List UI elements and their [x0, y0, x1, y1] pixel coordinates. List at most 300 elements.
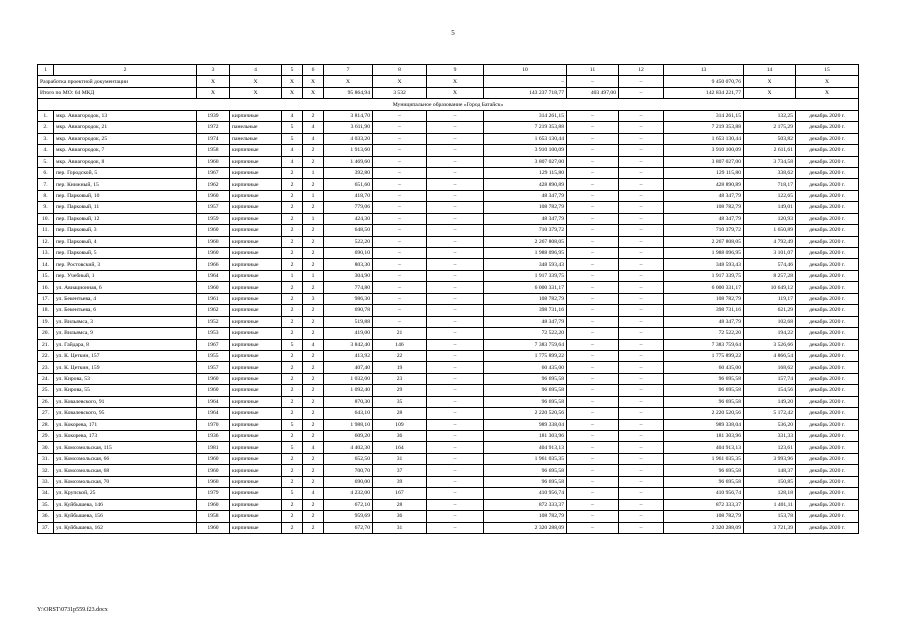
table-cell: 2	[303, 248, 324, 259]
table-cell: 3 807 027,00	[484, 156, 567, 167]
table-cell: –	[373, 202, 427, 213]
table-cell: 419,00	[324, 328, 373, 339]
table-cell: 2	[282, 511, 303, 522]
table-cell: 60 435,00	[484, 362, 567, 373]
table-cell: 2	[282, 248, 303, 259]
table-cell: кирпичные	[230, 190, 282, 201]
table-cell: 424,30	[324, 213, 373, 224]
table-cell: 39	[373, 476, 427, 487]
column-number-cell: 13	[664, 65, 744, 76]
table-cell: 2	[303, 419, 324, 430]
table-cell: декабрь 2020 г.	[796, 270, 859, 281]
table-cell: 1960	[197, 282, 230, 293]
table-cell: –	[373, 293, 427, 304]
table-cell: пер. Книжный, 15	[54, 179, 197, 190]
table-cell: ул. Куйбышева, 146	[54, 499, 197, 510]
table-cell: 28	[373, 408, 427, 419]
table-cell: 35.	[38, 499, 54, 510]
table-cell: декабрь 2020 г.	[796, 179, 859, 190]
table-cell: ул. Куйбышева, 162	[54, 522, 197, 533]
table-cell: 1 650,89	[744, 225, 796, 236]
table-cell: 1 401,11	[744, 499, 796, 510]
table-cell: 648,50	[324, 225, 373, 236]
table-cell: ул. Крупской, 25	[54, 488, 197, 499]
table-row	[38, 419, 859, 430]
table-cell: 418,70	[324, 190, 373, 201]
table-cell: 3 101,07	[744, 248, 796, 259]
table-cell: 48 347,79	[484, 316, 567, 327]
table-cell: 168,62	[744, 362, 796, 373]
table-cell: декабрь 2020 г.	[796, 236, 859, 247]
table-cell: 1960	[197, 385, 230, 396]
table-cell: –	[619, 76, 664, 87]
table-cell: X	[796, 87, 859, 98]
table-cell: –	[567, 282, 619, 293]
table-cell: 314 261,15	[484, 110, 567, 121]
table-cell: –	[567, 350, 619, 361]
column-number-cell: 6	[303, 65, 324, 76]
table-cell: 22.	[38, 350, 54, 361]
table-cell: –	[619, 248, 664, 259]
table-cell: 3 814,70	[324, 110, 373, 121]
table-cell: 1964	[197, 270, 230, 281]
table-cell: –	[619, 213, 664, 224]
table-cell: –	[567, 396, 619, 407]
table-cell: –	[567, 248, 619, 259]
table-cell: 7.	[38, 179, 54, 190]
table-cell: –	[373, 236, 427, 247]
table-cell: –	[567, 465, 619, 476]
table-cell: –	[567, 202, 619, 213]
table-cell: 2	[303, 156, 324, 167]
table-cell: 122,65	[744, 190, 796, 201]
table-cell: 29.	[38, 431, 54, 442]
table-cell: 2.	[38, 122, 54, 133]
table-cell: кирпичные	[230, 488, 282, 499]
table-cell: 3 526,66	[744, 339, 796, 350]
column-number-cell: 7	[324, 65, 373, 76]
table-cell: 36	[373, 511, 427, 522]
table-cell: –	[619, 145, 664, 156]
table-cell: 120,93	[744, 213, 796, 224]
table-cell: ул. Комсомольская, 68	[54, 465, 197, 476]
table-cell: X	[230, 76, 282, 87]
table-cell: 1.	[38, 110, 54, 121]
table-cell: кирпичные	[230, 110, 282, 121]
table-cell: –	[427, 248, 484, 259]
table-cell: ул. Комсомольская, 70	[54, 476, 197, 487]
table-cell: 1960	[197, 499, 230, 510]
housing-repair-table	[37, 64, 859, 534]
table-cell: 2	[282, 465, 303, 476]
table-cell: 5 172,42	[744, 408, 796, 419]
table-cell: кирпичные	[230, 442, 282, 453]
table-cell: пер. Парковый, 11	[54, 202, 197, 213]
table-cell: 60 435,00	[664, 362, 744, 373]
table-cell: 2	[282, 385, 303, 396]
table-cell: 872 333,37	[664, 499, 744, 510]
table-cell: –	[373, 259, 427, 270]
table-cell: 1	[303, 213, 324, 224]
table-cell: –	[373, 213, 427, 224]
table-cell: 6.	[38, 167, 54, 178]
table-row	[38, 179, 859, 190]
table-cell: –	[619, 270, 664, 281]
table-cell: ул. Авиационная, 6	[54, 282, 197, 293]
table-cell: 2	[282, 190, 303, 201]
table-cell: –	[619, 110, 664, 121]
table-cell: 2	[282, 373, 303, 384]
table-row	[38, 293, 859, 304]
table-cell: 167	[373, 488, 427, 499]
table-cell: –	[373, 282, 427, 293]
table-cell: 4 232,00	[324, 488, 373, 499]
table-cell: –	[427, 316, 484, 327]
table-cell: 1966	[197, 259, 230, 270]
table-cell: X	[324, 76, 373, 87]
table-cell: 96 695,58	[484, 385, 567, 396]
table-cell: 1952	[197, 316, 230, 327]
table-cell: 2	[303, 465, 324, 476]
table-cell: –	[567, 133, 619, 144]
table-cell: пер. Парковый, 5	[54, 248, 197, 259]
table-cell: 643,10	[324, 408, 373, 419]
table-cell: –	[619, 442, 664, 453]
table-cell: 3 611,90	[324, 122, 373, 133]
table-cell: –	[427, 145, 484, 156]
table-cell: 1936	[197, 431, 230, 442]
table-cell: ул. Ковалевского, 91	[54, 396, 197, 407]
table-cell: 2	[282, 213, 303, 224]
table-cell: 2	[303, 316, 324, 327]
table-cell: 10 649,12	[744, 282, 796, 293]
table-cell: кирпичные	[230, 499, 282, 510]
table-cell: 7 219 353,88	[484, 122, 567, 133]
table-cell: 48 347,79	[664, 316, 744, 327]
table-cell: 96 695,58	[484, 373, 567, 384]
table-cell: X	[427, 87, 484, 98]
table-cell: –	[567, 316, 619, 327]
table-cell: 1960	[197, 373, 230, 384]
table-row	[38, 225, 859, 236]
table-cell: кирпичные	[230, 339, 282, 350]
table-cell: 2	[303, 362, 324, 373]
table-cell: 1967	[197, 339, 230, 350]
table-cell: 5.	[38, 156, 54, 167]
table-cell: декабрь 2020 г.	[796, 316, 859, 327]
table-row	[38, 339, 859, 350]
table-cell: кирпичные	[230, 270, 282, 281]
table-cell: 2	[303, 202, 324, 213]
table-cell: 2	[303, 350, 324, 361]
table-cell: декабрь 2020 г.	[796, 350, 859, 361]
table-row	[38, 156, 859, 167]
table-cell: 30.	[38, 442, 54, 453]
row-label: Итого по МО: 64 МКД	[38, 87, 197, 98]
table-cell: –	[619, 488, 664, 499]
table-cell: пер. Городской, 5	[54, 167, 197, 178]
table-cell: –	[427, 339, 484, 350]
table-cell: декабрь 2020 г.	[796, 511, 859, 522]
table-cell: 153,78	[744, 511, 796, 522]
table-cell: 1 988,10	[324, 419, 373, 430]
table-cell: декабрь 2020 г.	[796, 202, 859, 213]
table-cell: декабрь 2020 г.	[796, 522, 859, 533]
table-cell: –	[373, 179, 427, 190]
table-cell: 1962	[197, 179, 230, 190]
table-cell: –	[373, 270, 427, 281]
table-cell: пер. Парковый, 3	[54, 225, 197, 236]
table-cell: 1 917 339,75	[664, 270, 744, 281]
table-cell: 95 864,94	[324, 87, 373, 98]
table-cell: 194,22	[744, 328, 796, 339]
table-cell: декабрь 2020 г.	[796, 396, 859, 407]
table-cell: декабрь 2020 г.	[796, 385, 859, 396]
table-cell: X	[796, 76, 859, 87]
table-cell: 2	[282, 293, 303, 304]
table-cell: 2	[303, 396, 324, 407]
table-cell: 2 611,61	[744, 145, 796, 156]
table-cell: 413,92	[324, 350, 373, 361]
table-cell: 4	[303, 122, 324, 133]
table-cell: 2	[282, 453, 303, 464]
table-cell: –	[427, 236, 484, 247]
table-cell: 148,37	[744, 465, 796, 476]
table-cell: декабрь 2020 г.	[796, 122, 859, 133]
table-cell: 803,30	[324, 259, 373, 270]
table-cell: 700,70	[324, 465, 373, 476]
table-cell: 14.	[38, 259, 54, 270]
table-cell: 31	[373, 522, 427, 533]
table-cell: ул. Комсомольская, 115	[54, 442, 197, 453]
total-row	[38, 87, 859, 98]
table-cell: 96 695,58	[484, 465, 567, 476]
table-cell: 989 338,04	[664, 419, 744, 430]
table-cell: 1939	[197, 110, 230, 121]
table-cell: 1960	[197, 225, 230, 236]
table-cell: 4	[303, 339, 324, 350]
table-cell: мкр. Авиагородок, 7	[54, 145, 197, 156]
table-cell: 672,10	[324, 499, 373, 510]
table-cell: 2	[282, 225, 303, 236]
table-cell: 5	[282, 339, 303, 350]
table-row	[38, 270, 859, 281]
table-cell: –	[567, 225, 619, 236]
table-cell: 4	[282, 156, 303, 167]
table-row	[38, 511, 859, 522]
table-cell: 1955	[197, 350, 230, 361]
table-cell: 108 782,79	[664, 202, 744, 213]
column-number-cell: 10	[484, 65, 567, 76]
table-cell: 109	[373, 419, 427, 430]
table-cell: 1958	[197, 145, 230, 156]
table-cell: 96 695,58	[484, 476, 567, 487]
table-cell: 870,30	[324, 396, 373, 407]
table-row	[38, 213, 859, 224]
table-cell: 36	[373, 431, 427, 442]
table-cell: 348 593,43	[484, 259, 567, 270]
table-cell: 2 220 520,56	[484, 408, 567, 419]
table-cell: 21.	[38, 339, 54, 350]
table-cell: –	[373, 156, 427, 167]
table-cell: X	[744, 76, 796, 87]
table-cell: 96 695,58	[484, 396, 567, 407]
table-row	[38, 488, 859, 499]
table-cell: 1953	[197, 328, 230, 339]
table-cell: –	[427, 328, 484, 339]
table-cell: 672,70	[324, 522, 373, 533]
table-row	[38, 316, 859, 327]
table-cell: 774,80	[324, 282, 373, 293]
column-number-cell: 2	[54, 65, 197, 76]
table-cell: 1960	[197, 476, 230, 487]
table-cell: 1972	[197, 122, 230, 133]
table-cell: –	[427, 110, 484, 121]
table-cell: кирпичные	[230, 145, 282, 156]
table-cell: 398 731,16	[664, 305, 744, 316]
table-cell: декабрь 2020 г.	[796, 225, 859, 236]
table-cell: 304,90	[324, 270, 373, 281]
table-cell: 1979	[197, 488, 230, 499]
table-cell: 37	[373, 465, 427, 476]
table-cell: –	[619, 408, 664, 419]
table-row	[38, 167, 859, 178]
table-cell: –	[619, 225, 664, 236]
table-cell: –	[619, 202, 664, 213]
table-row	[38, 499, 859, 510]
table-cell: 2	[303, 328, 324, 339]
table-cell: 7 219 353,88	[664, 122, 744, 133]
table-cell: X	[230, 87, 282, 98]
table-cell: 503,82	[744, 133, 796, 144]
table-cell: 123,61	[744, 442, 796, 453]
table-cell: 690,78	[324, 305, 373, 316]
table-cell: 2	[282, 167, 303, 178]
table-cell: кирпичные	[230, 465, 282, 476]
table-cell: ул. Вильямса, 3	[54, 316, 197, 327]
table-cell: 33.	[38, 476, 54, 487]
table-cell: –	[567, 453, 619, 464]
table-cell: 3 993,96	[744, 453, 796, 464]
table-cell: –	[619, 236, 664, 247]
table-cell: 26.	[38, 396, 54, 407]
table-cell: 3 807 027,00	[664, 156, 744, 167]
table-cell: пер. Парковый, 12	[54, 213, 197, 224]
table-cell: –	[567, 362, 619, 373]
table-cell: 24.	[38, 373, 54, 384]
table-cell: декабрь 2020 г.	[796, 156, 859, 167]
table-cell: кирпичные	[230, 522, 282, 533]
table-cell: –	[619, 431, 664, 442]
table-cell: –	[427, 385, 484, 396]
table-cell: 1961	[197, 293, 230, 304]
table-cell: –	[619, 293, 664, 304]
table-cell: декабрь 2020 г.	[796, 110, 859, 121]
table-cell: ул. Бекентьева, 6	[54, 305, 197, 316]
table-cell: 1964	[197, 396, 230, 407]
table-cell: декабрь 2020 г.	[796, 442, 859, 453]
table-cell: 48 347,79	[484, 190, 567, 201]
table-cell: –	[567, 476, 619, 487]
column-number-row	[38, 65, 859, 76]
table-row	[38, 465, 859, 476]
table-cell: 1960	[197, 156, 230, 167]
table-cell: –	[427, 408, 484, 419]
table-cell: кирпичные	[230, 408, 282, 419]
table-cell: 2	[303, 431, 324, 442]
table-cell: –	[567, 522, 619, 533]
table-cell: декабрь 2020 г.	[796, 419, 859, 430]
table-cell: кирпичные	[230, 305, 282, 316]
table-cell: кирпичные	[230, 350, 282, 361]
table-cell: кирпичные	[230, 293, 282, 304]
table-cell: 21	[373, 328, 427, 339]
table-row	[38, 522, 859, 533]
table-row	[38, 476, 859, 487]
table-cell: ул. Кирова, 55	[54, 385, 197, 396]
column-number-cell: 9	[427, 65, 484, 76]
table-cell: 989 338,04	[484, 419, 567, 430]
table-cell: –	[567, 213, 619, 224]
table-cell: 398 731,16	[484, 305, 567, 316]
table-cell: 108 782,79	[484, 202, 567, 213]
table-cell: кирпичные	[230, 476, 282, 487]
table-cell: 690,10	[324, 248, 373, 259]
table-cell: 2	[303, 259, 324, 270]
table-cell: –	[427, 213, 484, 224]
column-number-cell: 4	[230, 65, 282, 76]
page-number: 5	[451, 29, 455, 37]
table-cell: –	[373, 248, 427, 259]
table-cell: –	[427, 465, 484, 476]
column-number-cell: 15	[796, 65, 859, 76]
table-cell: ул. Вильямса, 9	[54, 328, 197, 339]
table-cell: –	[619, 419, 664, 430]
table-cell: кирпичные	[230, 396, 282, 407]
table-cell: –	[427, 270, 484, 281]
table-cell: –	[567, 339, 619, 350]
table-cell: –	[373, 305, 427, 316]
table-cell: 1 092,40	[324, 385, 373, 396]
table-cell: 1 653 130,44	[484, 133, 567, 144]
table-cell: 129 115,80	[664, 167, 744, 178]
table-row	[38, 259, 859, 270]
table-cell: 522,20	[324, 236, 373, 247]
table-cell: 2	[282, 316, 303, 327]
table-cell: –	[427, 179, 484, 190]
table-cell: –	[619, 190, 664, 201]
table-cell: декабрь 2020 г.	[796, 431, 859, 442]
table-cell: 1960	[197, 248, 230, 259]
table-cell: 96 695,58	[664, 373, 744, 384]
table-cell: 10.	[38, 213, 54, 224]
table-cell: 25.	[38, 385, 54, 396]
table-cell: –	[567, 122, 619, 133]
table-cell: –	[619, 362, 664, 373]
table-cell: 4	[282, 145, 303, 156]
table-row	[38, 282, 859, 293]
table-cell: 1959	[197, 213, 230, 224]
table-cell: 9.	[38, 202, 54, 213]
table-cell: 428 890,89	[664, 179, 744, 190]
table-cell: ул. Бекентьева, 4	[54, 293, 197, 304]
table-cell: –	[619, 305, 664, 316]
table-cell: кирпичные	[230, 385, 282, 396]
table-cell: 2	[282, 282, 303, 293]
table-cell: 154,56	[744, 385, 796, 396]
table-cell: 3	[303, 293, 324, 304]
table-cell: 146	[373, 339, 427, 350]
